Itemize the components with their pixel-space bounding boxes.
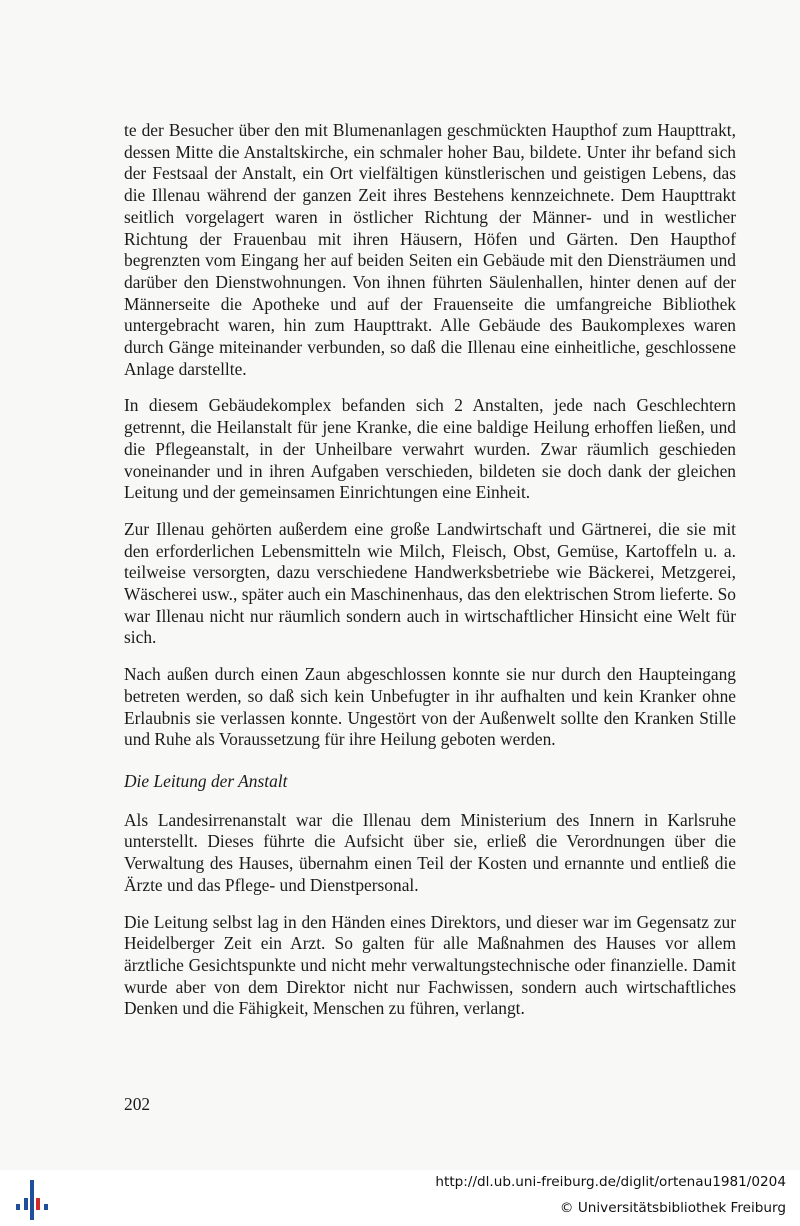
page-number: 202 [124, 1094, 151, 1114]
paragraph-1: te der Besucher über den mit Blumenanlagen geschmückten Haupthof zum Haupttrakt, dessen Mitte die Anstaltskirche, ein schmaler hoher Bau, bildete. Unter ihr befand sich der Festsaal der Anstalt, ein Ort vielfältigen künstlerischen und geistigen Lebens, das die Illenau während der ganzen Zeit ihres Bestehens kennzeichnete. Dem Haupttrakt seitlich vorgelagert waren in östlicher Richtung der Männer- und in westlicher Richtung der Frauenbau mit ihren Häusern, Höfen und Gärten. Den Haupthof begrenzten vom Eingang her auf beiden Seiten ein Gebäude mit den Diensträumen und darüber den Dienstwohnungen. Von ihnen führten Säulenhallen, hinter denen auf der Männerseite die Apotheke und auf der Frauenseite die umfangreiche Bibliothek untergebracht waren, hin zum Haupttrakt. Alle Gebäude des Baukomplexes waren durch Gänge miteinander verbunden, so daß die Illenau eine einheitliche, geschlossene Anlage darstellte. [124, 120, 736, 379]
source-url-link[interactable]: http://dl.ub.uni-freiburg.de/diglit/ortenau1981/0204 [435, 1174, 786, 1190]
paragraph-5: Als Landesirrenanstalt war die Illenau dem Ministerium des Innern in Karlsruhe unterstellt. Dieses führte die Aufsicht über sie, erließ die Verordnungen über die Verwaltung des Hauses, übernahm einen Teil der Kosten und ernannte und entließ die Ärzte und das Pflege- und Dienstpersonal. [124, 809, 736, 895]
paragraph-4: Nach außen durch einen Zaun abgeschlossen konnte sie nur durch den Haupteingang betreten werden, so daß sich kein Unbefugter in ihr aufhalten und kein Kranker ohne Erlaubnis sie verlassen konnte. Ungestört von der Außenwelt sollte den Kranken Stille und Ruhe als Voraussetzung für ihre Heilung geboten werden. [124, 664, 736, 750]
paragraph-6: Die Leitung selbst lag in den Händen eines Direktors, und dieser war im Gegensatz zur Heidelberger Zeit ein Arzt. So galten für alle Maßnahmen des Hauses vor allem ärztliche Gesichtspunkte und nicht mehr verwaltungstechnische oder finanzielle. Damit wurde aber von dem Direktor nicht nur Fachwissen, sondern auch wirtschaftliches Denken und die Fähigkeit, Menschen zu führen, verlangt. [124, 911, 736, 1019]
ub-freiburg-logo-icon [10, 1178, 54, 1222]
section-heading: Die Leitung der Anstalt [124, 770, 288, 791]
paragraph-2: In diesem Gebäudekomplex befanden sich 2 Anstalten, jede nach Geschlechtern getrennt, die Heilanstalt für jene Kranke, die eine baldige Heilung erhoffen ließen, und die Pflegeanstalt, in der Unheilbare verwahrt wurden. Zwar räumlich geschieden voneinander und in ihren Aufgaben verschieden, bildeten sie doch dank der gleichen Leitung und der gemeinsamen Einrichtungen eine Einheit. [124, 395, 736, 503]
copyright-notice: © Universitätsbibliothek Freiburg [559, 1200, 786, 1216]
page-text [124, 120, 736, 1035]
paragraph-3: Zur Illenau gehörten außerdem eine große Landwirtschaft und Gärtnerei, die sie mit den erforderlichen Lebensmitteln wie Milch, Fleisch, Obst, Gemüse, Kartoffeln u. a. teilweise versorgten, dazu verschiedene Handwerksbetriebe wie Bäckerei, Metzgerei, Wäscherei usw., später auch ein Maschinenhaus, das den elektrischen Strom lieferte. So war Illenau nicht nur räumlich sondern auch in wirtschaftlicher Hinsicht eine Welt für sich. [124, 518, 736, 648]
